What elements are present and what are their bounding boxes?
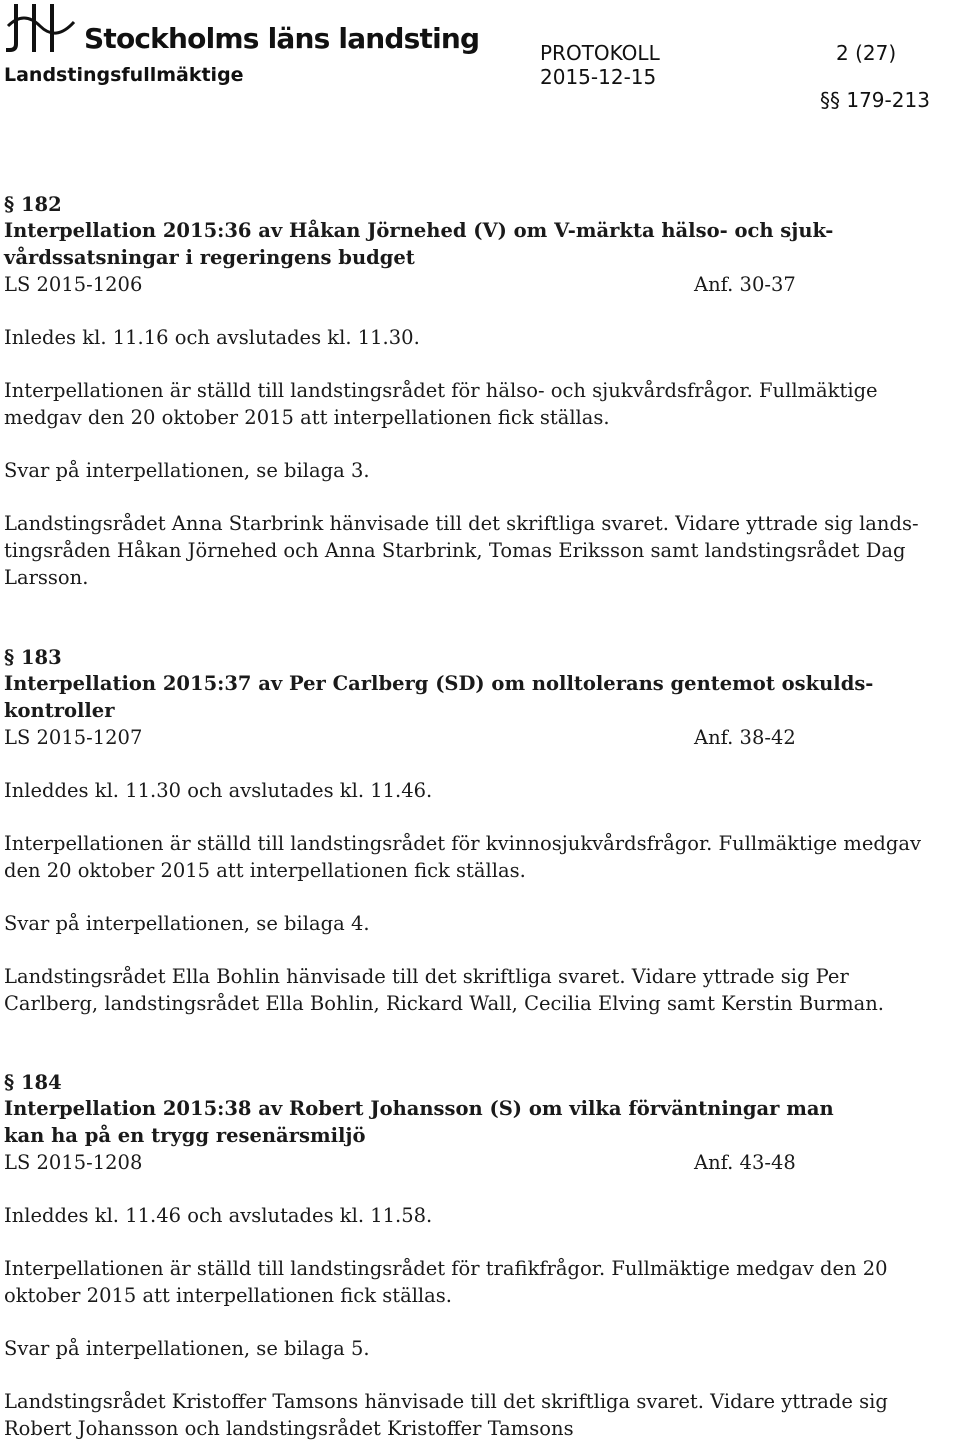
section-title-line: Interpellation 2015:36 av Håkan Jörnehed (V) om V-märkta hälso- och sjuk- [4, 219, 834, 242]
paragraph-line: Robert Johansson och landstingsrådet Kristoffer Tamsons [4, 1417, 574, 1440]
paragraph-line: Larsson. [4, 566, 89, 589]
case-number: LS 2015-1207 [4, 726, 143, 749]
case-number: LS 2015-1208 [4, 1151, 143, 1174]
section-title-line: vårdssatsningar i regeringens budget [4, 246, 415, 269]
speech-range: Anf. 38-42 [694, 726, 796, 749]
case-number: LS 2015-1206 [4, 273, 143, 296]
section-title-line: Interpellation 2015:38 av Robert Johansson (S) om vilka förväntningar man [4, 1097, 834, 1120]
sll-logo [4, 0, 78, 54]
answer-line: Svar på interpellationen, se bilaga 4. [4, 912, 370, 935]
page-number: 2 (27) [836, 41, 897, 65]
doc-type: PROTOKOLL [540, 41, 660, 65]
answer-line: Svar på interpellationen, se bilaga 3. [4, 459, 370, 482]
time-line: Inleddes kl. 11.30 och avslutades kl. 11.46. [4, 779, 433, 802]
body-name: Landstingsfullmäktige [4, 64, 244, 86]
section-number: § 182 [4, 193, 62, 216]
answer-line: Svar på interpellationen, se bilaga 5. [4, 1337, 370, 1360]
section-title-line: kontroller [4, 699, 115, 722]
paragraph-line: tingsråden Håkan Jörnehed och Anna Starbrink, Tomas Eriksson samt landstingsrådet Dag [4, 539, 906, 562]
section-title-line: kan ha på en trygg resenärsmiljö [4, 1124, 366, 1147]
paragraph-line: Interpellationen är ställd till landstingsrådet för kvinnosjukvårdsfrågor. Fullmäktige medgav [4, 832, 921, 855]
paragraph-line: den 20 oktober 2015 att interpellationen fick ställas. [4, 859, 526, 882]
paragraph-line: Landstingsrådet Kristoffer Tamsons hänvisade till det skriftliga svaret. Vidare yttrade sig [4, 1390, 888, 1413]
org-name: Stockholms läns landsting [84, 22, 480, 55]
paragraph-line: Interpellationen är ställd till landstingsrådet för hälso- och sjukvårdsfrågor. Fullmäktige [4, 379, 878, 402]
paragraph-line: Carlberg, landstingsrådet Ella Bohlin, Rickard Wall, Cecilia Elving samt Kerstin Burman. [4, 992, 884, 1015]
speech-range: Anf. 43-48 [694, 1151, 796, 1174]
time-line: Inledes kl. 11.16 och avslutades kl. 11.30. [4, 326, 420, 349]
section-title-line: Interpellation 2015:37 av Per Carlberg (SD) om nolltolerans gentemot oskulds- [4, 672, 874, 695]
paragraph-line: Interpellationen är ställd till landstingsrådet för trafikfrågor. Fullmäktige medgav den 20 [4, 1257, 888, 1280]
section-number: § 184 [4, 1071, 62, 1094]
speech-range: Anf. 30-37 [694, 273, 796, 296]
section-range: §§ 179-213 [820, 88, 930, 112]
doc-date: 2015-12-15 [540, 65, 657, 89]
paragraph-line: oktober 2015 att interpellationen fick ställas. [4, 1284, 452, 1307]
paragraph-line: Landstingsrådet Anna Starbrink hänvisade till det skriftliga svaret. Vidare yttrade sig lands- [4, 512, 919, 535]
paragraph-line: Landstingsrådet Ella Bohlin hänvisade till det skriftliga svaret. Vidare yttrade sig Per [4, 965, 849, 988]
paragraph-line: medgav den 20 oktober 2015 att interpellationen fick ställas. [4, 406, 610, 429]
section-number: § 183 [4, 646, 62, 669]
time-line: Inleddes kl. 11.46 och avslutades kl. 11.58. [4, 1204, 433, 1227]
